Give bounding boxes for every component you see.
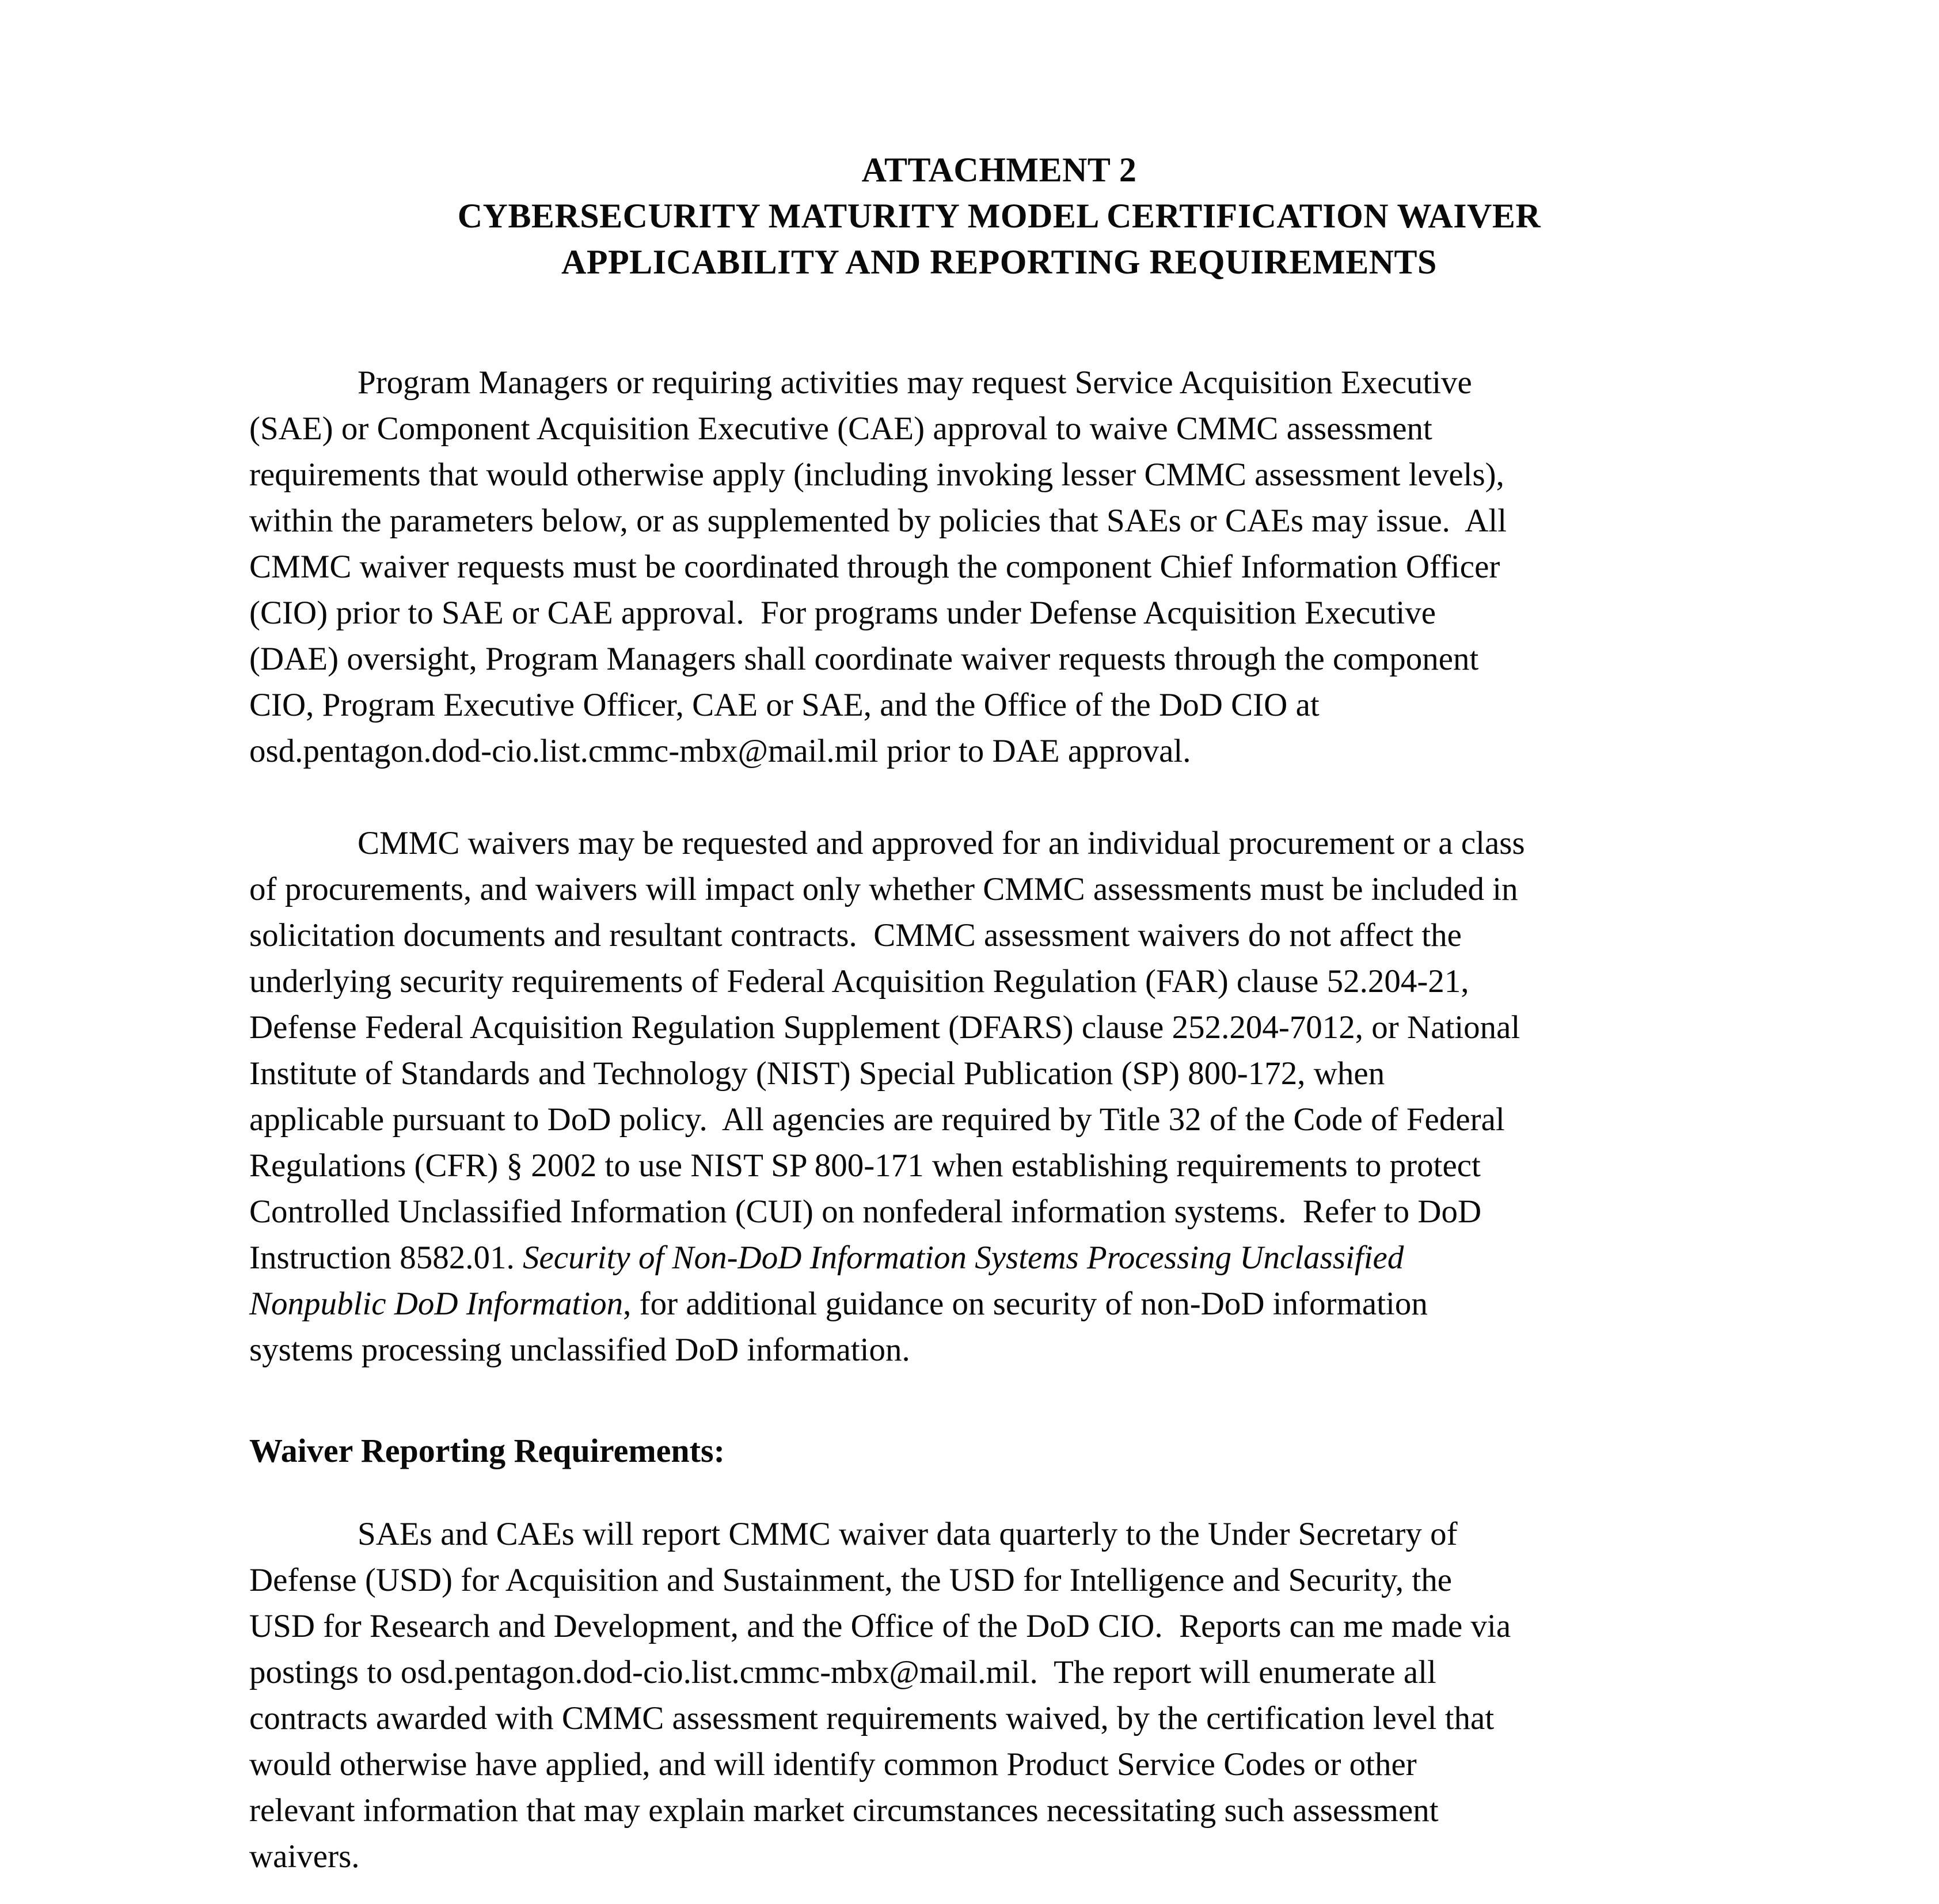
text-line (249, 1235, 1749, 1281)
text-segment: CMMC waivers may be requested and approved for an individual procurement or a class (358, 825, 1525, 861)
text-segment: , for additional guidance on security of non-DoD information (623, 1286, 1428, 1322)
text-line (249, 1696, 1749, 1742)
text-line (249, 636, 1749, 682)
text-segment: Nonpublic DoD Information (249, 1286, 623, 1322)
text-line (249, 406, 1749, 452)
text-segment: (SAE) or Component Acquisition Executive (CAE) approval to waive CMMC assessment (249, 411, 1432, 447)
text-segment: SAEs and CAEs will report CMMC waiver data quarterly to the Under Secretary of (358, 1516, 1458, 1552)
document-title (249, 147, 1749, 285)
text-segment: CMMC waiver requests must be coordinated through the component Chief Information Officer (249, 549, 1500, 585)
text-line (249, 1005, 1749, 1051)
text-segment: Institute of Standards and Technology (NIST) Special Publication (SP) 800-172, when (249, 1055, 1385, 1092)
text-segment: (CIO) prior to SAE or CAE approval. For programs under Defense Acquisition Executive (249, 595, 1436, 631)
text-segment: osd.pentagon.dod-cio.list.cmmc-mbx@mail.mil prior to DAE approval. (249, 733, 1191, 769)
text-line (249, 728, 1749, 774)
text-line (249, 498, 1749, 544)
text-segment: relevant information that may explain market circumstances necessitating such assessment (249, 1792, 1439, 1829)
section-heading-waiver-reporting: Waiver Reporting Requirements: (249, 1432, 725, 1469)
text-segment: underlying security requirements of Federal Acquisition Regulation (FAR) clause 52.204-21, (249, 963, 1469, 999)
text-line (249, 1742, 1749, 1788)
title-subtitle: APPLICABILITY AND REPORTING REQUIREMENTS (561, 243, 1437, 281)
text-segment: of procurements, and waivers will impact only whether CMMC assessments must be included in (249, 871, 1518, 907)
text-line (249, 959, 1749, 1005)
text-line (249, 1281, 1749, 1327)
text-segment: Security of Non-DoD Information Systems Processing Unclassified (522, 1240, 1404, 1276)
text-line (249, 820, 1749, 867)
text-segment: solicitation documents and resultant contracts. CMMC assessment waivers do not affect the (249, 917, 1462, 953)
text-line (249, 544, 1749, 590)
title-main: CYBERSECURITY MATURITY MODEL CERTIFICATION WAIVER (457, 197, 1541, 235)
text-segment: waivers. (249, 1838, 360, 1875)
text-line (249, 867, 1749, 913)
paragraph-waiver-approval (249, 360, 1749, 774)
text-segment: Regulations (CFR) § 2002 to use NIST SP 800-171 when establishing requirements to protect (249, 1147, 1481, 1184)
paragraph-waiver-reporting (249, 1511, 1749, 1880)
text-line (249, 590, 1749, 636)
text-segment: would otherwise have applied, and will identify common Product Service Codes or other (249, 1746, 1417, 1783)
text-segment: Controlled Unclassified Information (CUI) on nonfederal information systems. Refer to DoD (249, 1194, 1482, 1230)
text-line (249, 1327, 1749, 1373)
text-line (249, 1143, 1749, 1189)
text-segment: contracts awarded with CMMC assessment requirements waived, by the certification level that (249, 1700, 1495, 1736)
text-line (249, 1557, 1749, 1603)
text-line (249, 1051, 1749, 1097)
text-segment: Defense (USD) for Acquisition and Sustainment, the USD for Intelligence and Security, the (249, 1562, 1452, 1598)
text-line (249, 913, 1749, 959)
paragraph-waiver-scope (249, 820, 1749, 1373)
text-line (249, 1834, 1749, 1880)
text-line (249, 1788, 1749, 1834)
text-segment: postings to osd.pentagon.dod-cio.list.cmmc-mbx@mail.mil. The report will enumerate all (249, 1654, 1436, 1690)
text-segment: within the parameters below, or as supplemented by policies that SAEs or CAEs may issue. All (249, 503, 1507, 539)
title-attachment-number: ATTACHMENT 2 (861, 151, 1137, 189)
text-segment: systems processing unclassified DoD information. (249, 1332, 910, 1368)
text-line (249, 1189, 1749, 1235)
text-line (249, 1650, 1749, 1696)
text-line (249, 1511, 1749, 1557)
text-segment: applicable pursuant to DoD policy. All agencies are required by Title 32 of the Code of Federal (249, 1101, 1505, 1138)
text-segment: Defense Federal Acquisition Regulation Supplement (DFARS) clause 252.204-7012, or National (249, 1009, 1520, 1046)
text-line (249, 1097, 1749, 1143)
text-segment: requirements that would otherwise apply (including invoking lesser CMMC assessment levels), (249, 457, 1504, 493)
text-line (249, 1603, 1749, 1650)
text-segment: USD for Research and Development, and the Office of the DoD CIO. Reports can me made via (249, 1608, 1511, 1644)
text-segment: Instruction 8582.01. (249, 1240, 523, 1276)
text-line (249, 360, 1749, 406)
text-line (249, 452, 1749, 498)
text-segment: (DAE) oversight, Program Managers shall coordinate waiver requests through the component (249, 641, 1479, 677)
text-segment: CIO, Program Executive Officer, CAE or SAE, and the Office of the DoD CIO at (249, 687, 1320, 723)
text-line (249, 682, 1749, 728)
text-segment: Program Managers or requiring activities may request Service Acquisition Executive (358, 364, 1472, 401)
document-content (249, 147, 1749, 1880)
